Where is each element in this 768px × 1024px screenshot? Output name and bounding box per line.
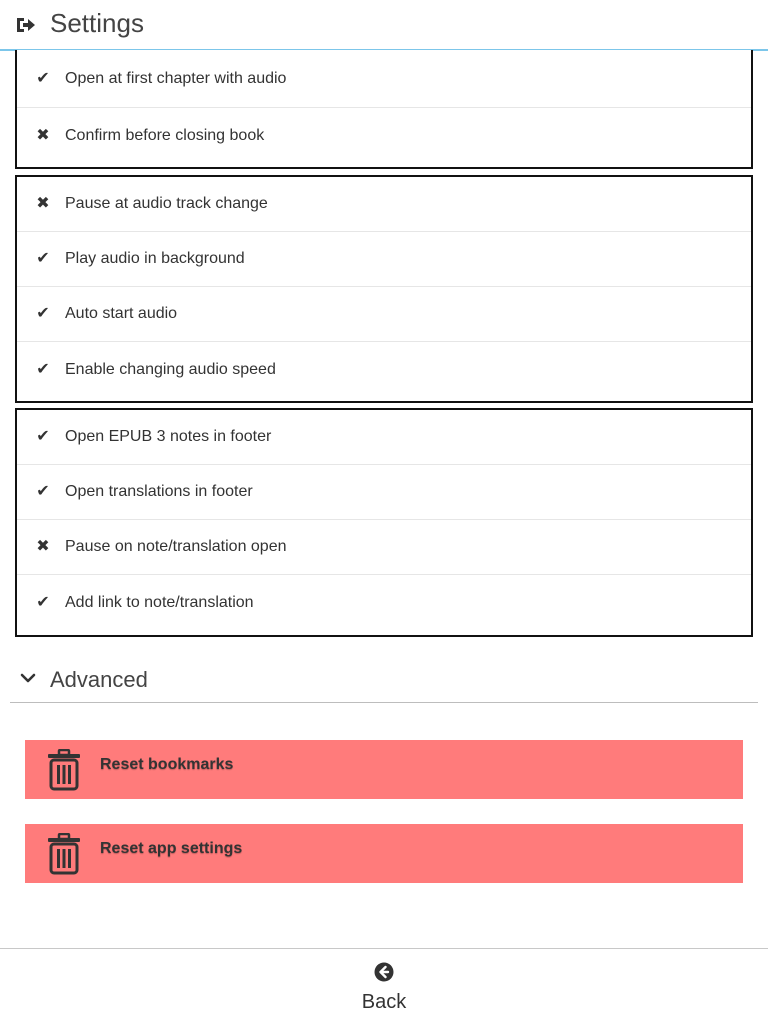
setting-play-audio-background[interactable]	[17, 232, 751, 287]
setting-label: Add link to note/translation	[65, 593, 254, 611]
setting-label: Confirm before closing book	[65, 126, 265, 144]
chevron-down-icon	[20, 670, 36, 686]
cross-icon: ✖	[36, 538, 50, 555]
cross-icon: ✖	[36, 195, 50, 212]
exit-icon[interactable]	[14, 14, 36, 36]
setting-translations-footer[interactable]	[17, 465, 751, 520]
check-icon: ✔	[36, 250, 50, 267]
check-icon: ✔	[36, 305, 50, 322]
trash-icon	[45, 833, 83, 875]
reset-bookmarks-button[interactable]	[25, 740, 743, 799]
trash-icon	[45, 749, 83, 791]
reset-bookmarks-label: Reset bookmarks	[100, 756, 234, 773]
setting-auto-start-audio[interactable]	[17, 287, 751, 342]
setting-label: Pause at audio track change	[65, 195, 268, 212]
settings-group-audio	[15, 175, 753, 403]
reset-app-settings-button[interactable]	[25, 824, 743, 883]
advanced-section-toggle[interactable]	[10, 655, 758, 703]
setting-pause-on-note-open[interactable]	[17, 520, 751, 575]
check-icon: ✔	[36, 483, 50, 500]
setting-confirm-before-closing[interactable]	[17, 108, 751, 163]
setting-label: Open EPUB 3 notes in footer	[65, 428, 272, 445]
back-arrow-circle-icon[interactable]	[374, 962, 394, 982]
check-icon: ✔	[36, 360, 50, 378]
check-icon: ✔	[36, 593, 50, 611]
header-bar	[0, 0, 768, 51]
settings-group-book	[15, 50, 753, 169]
setting-label: Play audio in background	[65, 250, 245, 267]
check-icon: ✔	[36, 428, 50, 445]
setting-audio-speed[interactable]	[17, 342, 751, 397]
setting-add-link-to-note[interactable]	[17, 575, 751, 630]
setting-pause-audio-track-change[interactable]	[17, 177, 751, 232]
check-icon: ✔	[36, 69, 50, 87]
page-title: Settings	[50, 8, 144, 38]
setting-label: Enable changing audio speed	[65, 360, 276, 378]
setting-open-first-chapter-audio[interactable]	[17, 50, 751, 108]
setting-epub3-notes-footer[interactable]	[17, 410, 751, 465]
advanced-label: Advanced	[50, 667, 148, 692]
reset-app-settings-label: Reset app settings	[100, 840, 243, 857]
cross-icon: ✖	[36, 126, 50, 144]
back-button[interactable]: Back	[361, 991, 407, 1013]
footer-bar	[0, 948, 768, 1024]
setting-label: Open translations in footer	[65, 483, 253, 500]
setting-label: Auto start audio	[65, 305, 178, 322]
setting-label: Pause on note/translation open	[65, 538, 287, 555]
setting-label: Open at first chapter with audio	[65, 69, 287, 87]
settings-group-notes	[15, 408, 753, 637]
